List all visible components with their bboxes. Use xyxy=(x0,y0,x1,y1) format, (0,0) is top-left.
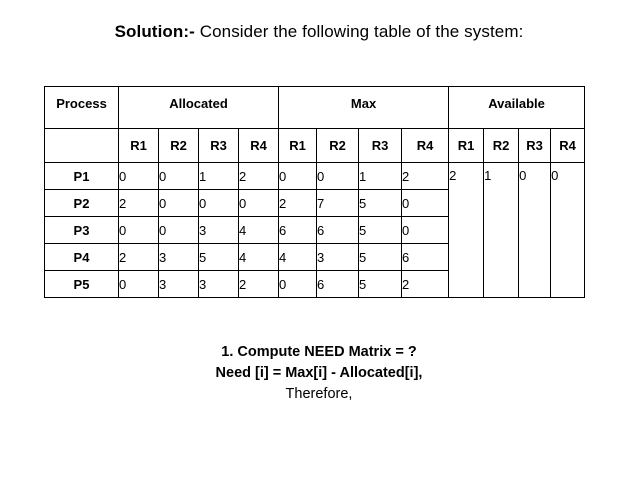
alloc-cell: 0 xyxy=(199,190,239,217)
max-r1-header: R1 xyxy=(279,129,317,163)
alloc-cell: 0 xyxy=(119,271,159,298)
table-row xyxy=(45,163,585,190)
max-r3-header: R3 xyxy=(359,129,402,163)
alloc-cell: 0 xyxy=(119,217,159,244)
max-r4-header: R4 xyxy=(402,129,449,163)
max-cell: 0 xyxy=(402,190,449,217)
alloc-cell: 4 xyxy=(239,217,279,244)
avail-cell-r1: 2 xyxy=(449,163,484,298)
alloc-cell: 3 xyxy=(199,217,239,244)
avail-cell-r2: 1 xyxy=(484,163,519,298)
alloc-r3-header: R3 xyxy=(199,129,239,163)
max-cell: 2 xyxy=(402,163,449,190)
allocated-header: Allocated xyxy=(119,87,279,129)
title-bold: Solution:- xyxy=(114,22,195,41)
alloc-cell: 2 xyxy=(119,190,159,217)
alloc-cell: 3 xyxy=(159,244,199,271)
max-cell: 0 xyxy=(279,271,317,298)
avail-cell-r3: 0 xyxy=(519,163,551,298)
process-header: Process xyxy=(45,87,119,129)
alloc-cell: 4 xyxy=(239,244,279,271)
alloc-cell: 2 xyxy=(239,163,279,190)
title-rest: Consider the following table of the system: xyxy=(194,22,524,41)
alloc-cell: 0 xyxy=(119,163,159,190)
need-formula: Need [i] = Max[i] - Allocated[i], xyxy=(215,365,423,381)
max-cell: 1 xyxy=(359,163,402,190)
resource-header-row xyxy=(45,129,585,163)
group-header-row xyxy=(45,87,585,129)
max-cell: 7 xyxy=(317,190,359,217)
alloc-cell: 2 xyxy=(239,271,279,298)
need-matrix-question: 1. Compute NEED Matrix = ? xyxy=(221,344,417,360)
avail-r3-header: R3 xyxy=(519,129,551,163)
process-name: P3 xyxy=(45,217,119,244)
available-header: Available xyxy=(449,87,585,129)
max-cell: 5 xyxy=(359,244,402,271)
process-name: P5 xyxy=(45,271,119,298)
alloc-cell: 0 xyxy=(159,217,199,244)
slide-title xyxy=(0,22,638,42)
max-header: Max xyxy=(279,87,449,129)
max-cell: 0 xyxy=(317,163,359,190)
max-cell: 2 xyxy=(279,190,317,217)
avail-r2-header: R2 xyxy=(484,129,519,163)
max-cell: 6 xyxy=(317,217,359,244)
max-cell: 0 xyxy=(279,163,317,190)
alloc-cell: 0 xyxy=(159,190,199,217)
max-cell: 6 xyxy=(279,217,317,244)
max-cell: 0 xyxy=(402,217,449,244)
alloc-cell: 3 xyxy=(199,271,239,298)
alloc-r4-header: R4 xyxy=(239,129,279,163)
max-cell: 6 xyxy=(402,244,449,271)
max-cell: 5 xyxy=(359,190,402,217)
alloc-r2-header: R2 xyxy=(159,129,199,163)
max-cell: 5 xyxy=(359,271,402,298)
avail-r1-header: R1 xyxy=(449,129,484,163)
alloc-r1-header: R1 xyxy=(119,129,159,163)
max-cell: 4 xyxy=(279,244,317,271)
max-r2-header: R2 xyxy=(317,129,359,163)
max-cell: 2 xyxy=(402,271,449,298)
avail-cell-r4: 0 xyxy=(551,163,585,298)
alloc-cell: 2 xyxy=(119,244,159,271)
process-name: P4 xyxy=(45,244,119,271)
alloc-cell: 0 xyxy=(239,190,279,217)
process-subheader-blank xyxy=(45,129,119,163)
alloc-cell: 1 xyxy=(199,163,239,190)
therefore-text: Therefore, xyxy=(285,386,353,402)
alloc-cell: 3 xyxy=(159,271,199,298)
process-name: P1 xyxy=(45,163,119,190)
max-cell: 6 xyxy=(317,271,359,298)
alloc-cell: 5 xyxy=(199,244,239,271)
alloc-cell: 0 xyxy=(159,163,199,190)
instructions xyxy=(0,342,638,405)
avail-r4-header: R4 xyxy=(551,129,585,163)
max-cell: 3 xyxy=(317,244,359,271)
max-cell: 5 xyxy=(359,217,402,244)
resource-table xyxy=(44,86,585,298)
process-name: P2 xyxy=(45,190,119,217)
